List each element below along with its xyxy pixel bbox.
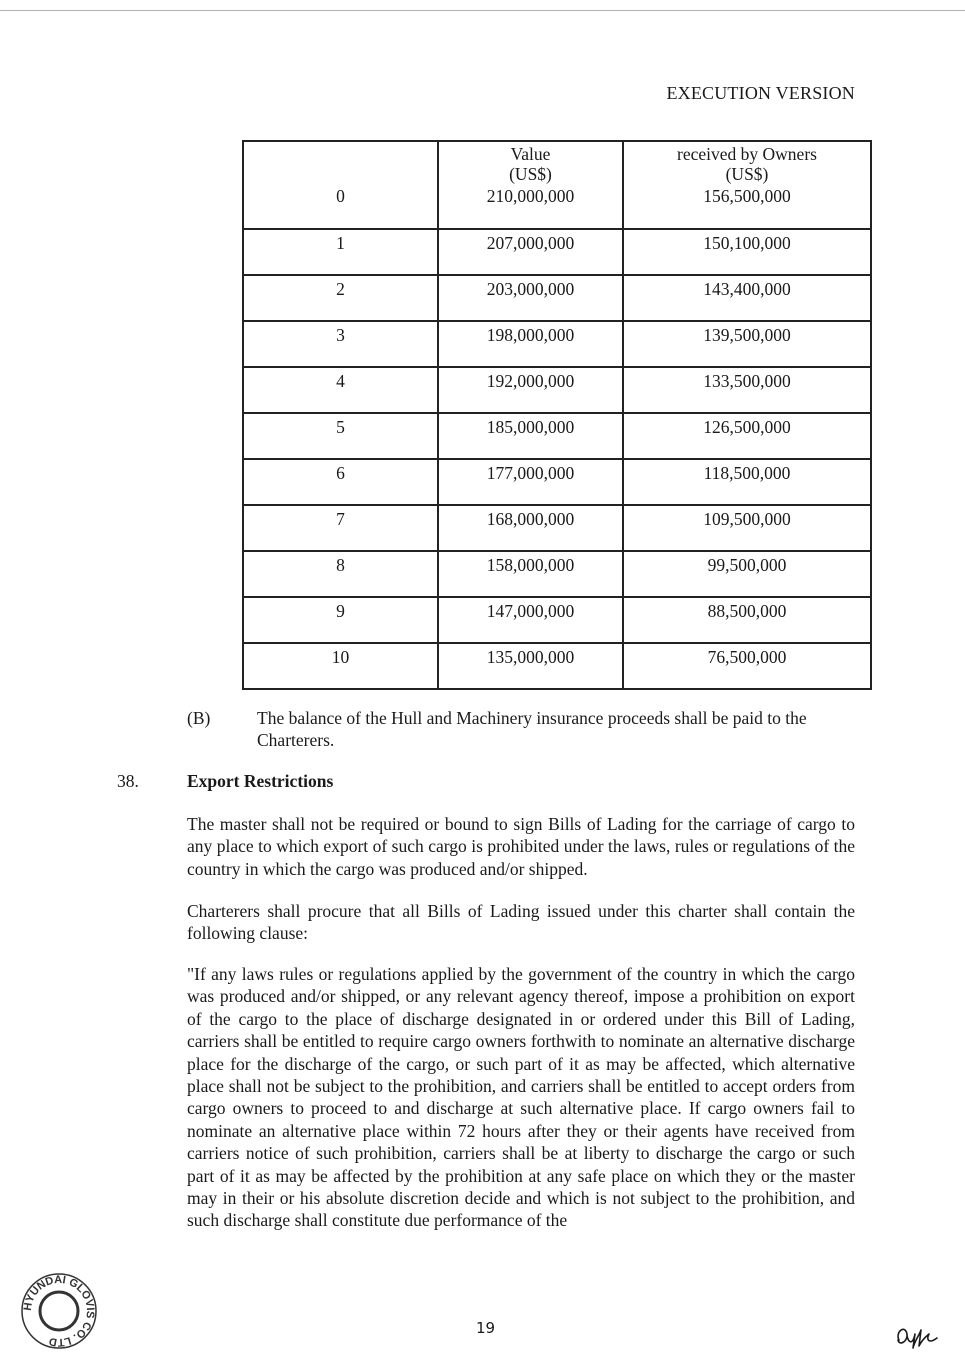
- row-value: 168,000,000: [438, 505, 623, 551]
- table-row: [243, 505, 871, 551]
- row-year: 5: [243, 413, 438, 459]
- section-number: 38.: [117, 771, 139, 791]
- row-owners: 88,500,000: [623, 597, 871, 643]
- header-year-cell: [243, 141, 438, 229]
- table-row: [243, 275, 871, 321]
- table-row: [243, 229, 871, 275]
- row-year: 10: [243, 643, 438, 689]
- row-value: 158,000,000: [438, 551, 623, 597]
- row-owners: 109,500,000: [623, 505, 871, 551]
- row-owners: 156,500,000: [703, 186, 791, 206]
- row-year: 4: [243, 367, 438, 413]
- row-value: 135,000,000: [438, 643, 623, 689]
- row-year: 2: [243, 275, 438, 321]
- row-value: 147,000,000: [438, 597, 623, 643]
- row-value: 185,000,000: [438, 413, 623, 459]
- row-owners: 133,500,000: [623, 367, 871, 413]
- page-number: 19: [476, 1319, 496, 1337]
- section-paragraph: The master shall not be required or bound to sign Bills of Lading for the carriage of cargo to any place to which export of such cargo is prohibited under the laws, rules or regulations of the country in which the cargo was produced and/or shipped.: [187, 814, 855, 879]
- row-value: 210,000,000: [486, 186, 575, 206]
- table-row: [243, 459, 871, 505]
- execution-version-label: EXECUTION VERSION: [666, 83, 855, 103]
- item-b-text: The balance of the Hull and Machinery insurance proceeds shall be paid to the Charterers.: [257, 708, 807, 750]
- row-owners: 139,500,000: [623, 321, 871, 367]
- row-owners: 99,500,000: [623, 551, 871, 597]
- row-value: 192,000,000: [438, 367, 623, 413]
- table-header-row: [243, 141, 871, 229]
- header-owners-unit: (US$): [725, 164, 769, 184]
- table-row: [243, 597, 871, 643]
- header-value-line: Value: [510, 144, 551, 164]
- row-value: 207,000,000: [438, 229, 623, 275]
- row-year: 1: [243, 229, 438, 275]
- page-top-rule: [0, 10, 965, 11]
- row-owners: 150,100,000: [623, 229, 871, 275]
- header-value-cell: [438, 141, 623, 229]
- company-seal-icon: [20, 1272, 98, 1350]
- row-owners: 118,500,000: [623, 459, 871, 505]
- row-value: 177,000,000: [438, 459, 623, 505]
- row-year: 0: [336, 186, 345, 206]
- row-year: 9: [243, 597, 438, 643]
- row-value: 203,000,000: [438, 275, 623, 321]
- header-owners-line: received by Owners: [677, 144, 817, 164]
- seal-text: HYUNDAI GLOVIS CO. LTD: [21, 1273, 97, 1349]
- row-year: 3: [243, 321, 438, 367]
- section-title: Export Restrictions: [187, 771, 334, 791]
- row-year: 6: [243, 459, 438, 505]
- table-row: [243, 321, 871, 367]
- table-row: [243, 413, 871, 459]
- row-year: 8: [243, 551, 438, 597]
- row-owners: 126,500,000: [623, 413, 871, 459]
- table-row: [243, 551, 871, 597]
- row-owners: 76,500,000: [623, 643, 871, 689]
- header-owners-cell: [623, 141, 871, 229]
- row-value: 198,000,000: [438, 321, 623, 367]
- signature-icon: [893, 1318, 941, 1352]
- item-b-label: (B): [187, 708, 211, 728]
- table-row: [243, 367, 871, 413]
- section-paragraph: Charterers shall procure that all Bills of Lading issued under this charter shall contain the following clause:: [187, 901, 855, 944]
- insurance-schedule-table: [242, 140, 872, 690]
- section-paragraph: "If any laws rules or regulations applied by the government of the country in which the cargo was produced and/or shipped, or any relevant agency thereof, impose a prohibition on export of the cargo to the place of discharge designated in or ordered under this Bill of Lading, carriers shall be entitled to require cargo owners forthwith to nominate an alternative discharge place for the discharge of the cargo, or such part of it as may be affected, which alternative place shall not be subject to the prohibition, and carriers shall be entitled to accept orders from cargo owners to proceed to and discharge at such alternative place. If cargo owners fail to nominate an alternative place within 72 hours after they or their agents have received from carriers notice of such prohibition, carriers shall be at liberty to discharge the cargo or such part of it as may be affected by the prohibition at any safe place on which they or the master may in their or his absolute discretion decide and which is not subject to the prohibition, and such discharge shall constitute due performance of the: [187, 964, 855, 1231]
- row-year: 7: [243, 505, 438, 551]
- row-owners: 143,400,000: [623, 275, 871, 321]
- header-value-unit: (US$): [509, 164, 552, 184]
- table-row: [243, 643, 871, 689]
